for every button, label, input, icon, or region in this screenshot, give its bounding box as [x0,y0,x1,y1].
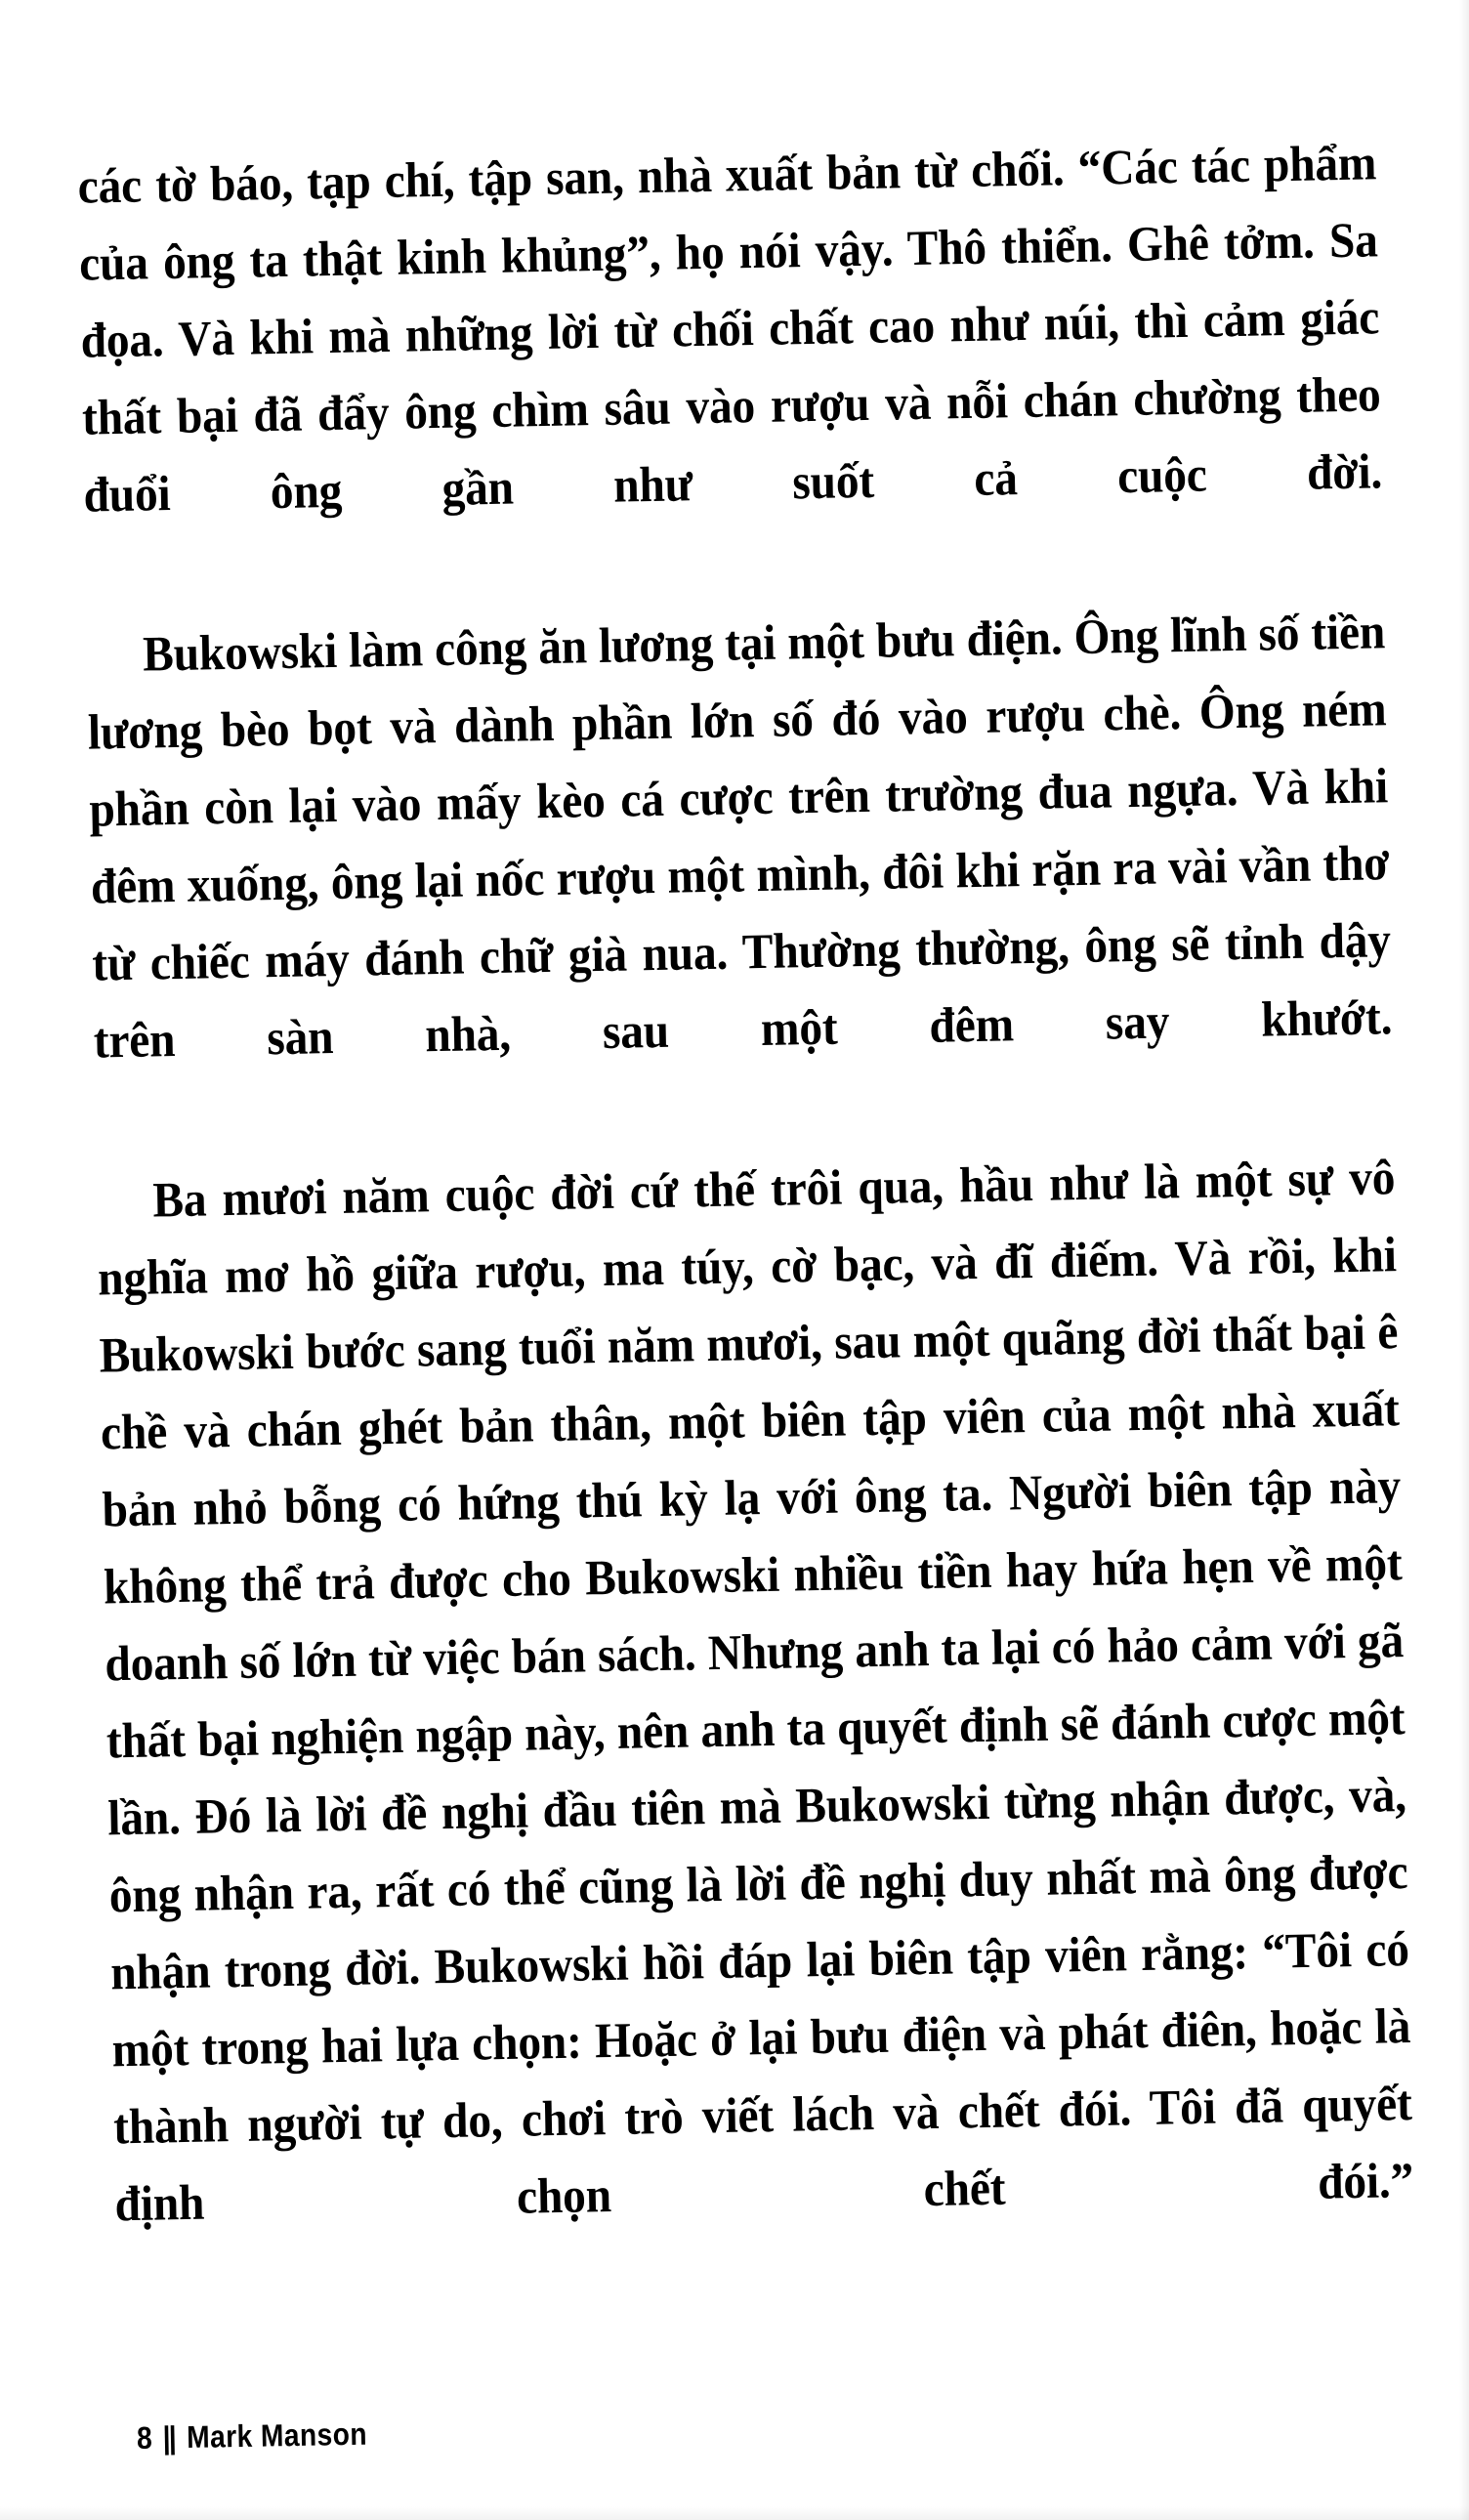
paragraph-3: Ba mươi năm cuộc đời cứ thế trôi qua, hầu như là một sự vô nghĩa mơ hồ giữa rượu, ma túy, cờ bạc, và đĩ điếm. Và rồi, khi Bukowski bước sang tuổi năm mươi, sau một quãng đời thất bại ê chề và chán ghét bản thân, một biên tập viên của một nhà xuất bản nhỏ bỗng có hứng thú kỳ lạ với ông ta. Người biên tập này không thể trả được cho Bukowski nhiều tiền hay hứa hẹn về một doanh số lớn từ việc bán sách. Nhưng anh ta lại có hảo cảm với gã thất bại nghiện ngập này, nên anh ta quyết định sẽ đánh cược một lần. Đó là lời đề nghị đầu tiên mà Bukowski từng nhận được, và, ông nhận ra, rất có thể cũng là lời đề nghị duy nhất mà ông được nhận trong đời. Bukowski hồi đáp lại biên tập viên rằng: “Tôi có một trong hai lựa chọn: Hoặc ở lại bưu điện và phát điên, hoặc là thành người tự do, chơi trò viết lách và chết đói. Tôi đã quyết định chọn chết đói.” [97,1151,1414,2233]
page-footer [137,2416,368,2457]
footer-separator: || [162,2419,176,2456]
paragraph-2: Bukowski làm công ăn lương tại một bưu điện. Ông lĩnh số tiền lương bèo bọt và dành phần lớn số đó vào rượu chè. Ông ném phần còn lại vào mấy kèo cá cược trên trường đua ngựa. Và khi đêm xuống, ông lại nốc rượu một mình, đôi khi rặn ra vài vần thơ từ chiếc máy đánh chữ già nua. Thường thường, ông sẽ tỉnh dậy trên sàn nhà, sau một đêm say khướt. [87,605,1393,1070]
body-text-column [77,125,1416,2321]
footer-page-number: 8 [136,2419,153,2456]
footer-author-name: Mark Manson [186,2415,368,2456]
paragraph-1: các tờ báo, tạp chí, tập san, nhà xuất bản từ chối. “Các tác phẩm của ông ta thật kinh khủng”, họ nói vậy. Thô thiển. Ghê tởm. Sa đọa. Và khi mà những lời từ chối chất cao như núi, thì cảm giác thất bại đã đẩy ông chìm sâu vào rượu và nỗi chán chường theo đuổi ông gần như suốt cả cuộc đời. [77,136,1383,524]
